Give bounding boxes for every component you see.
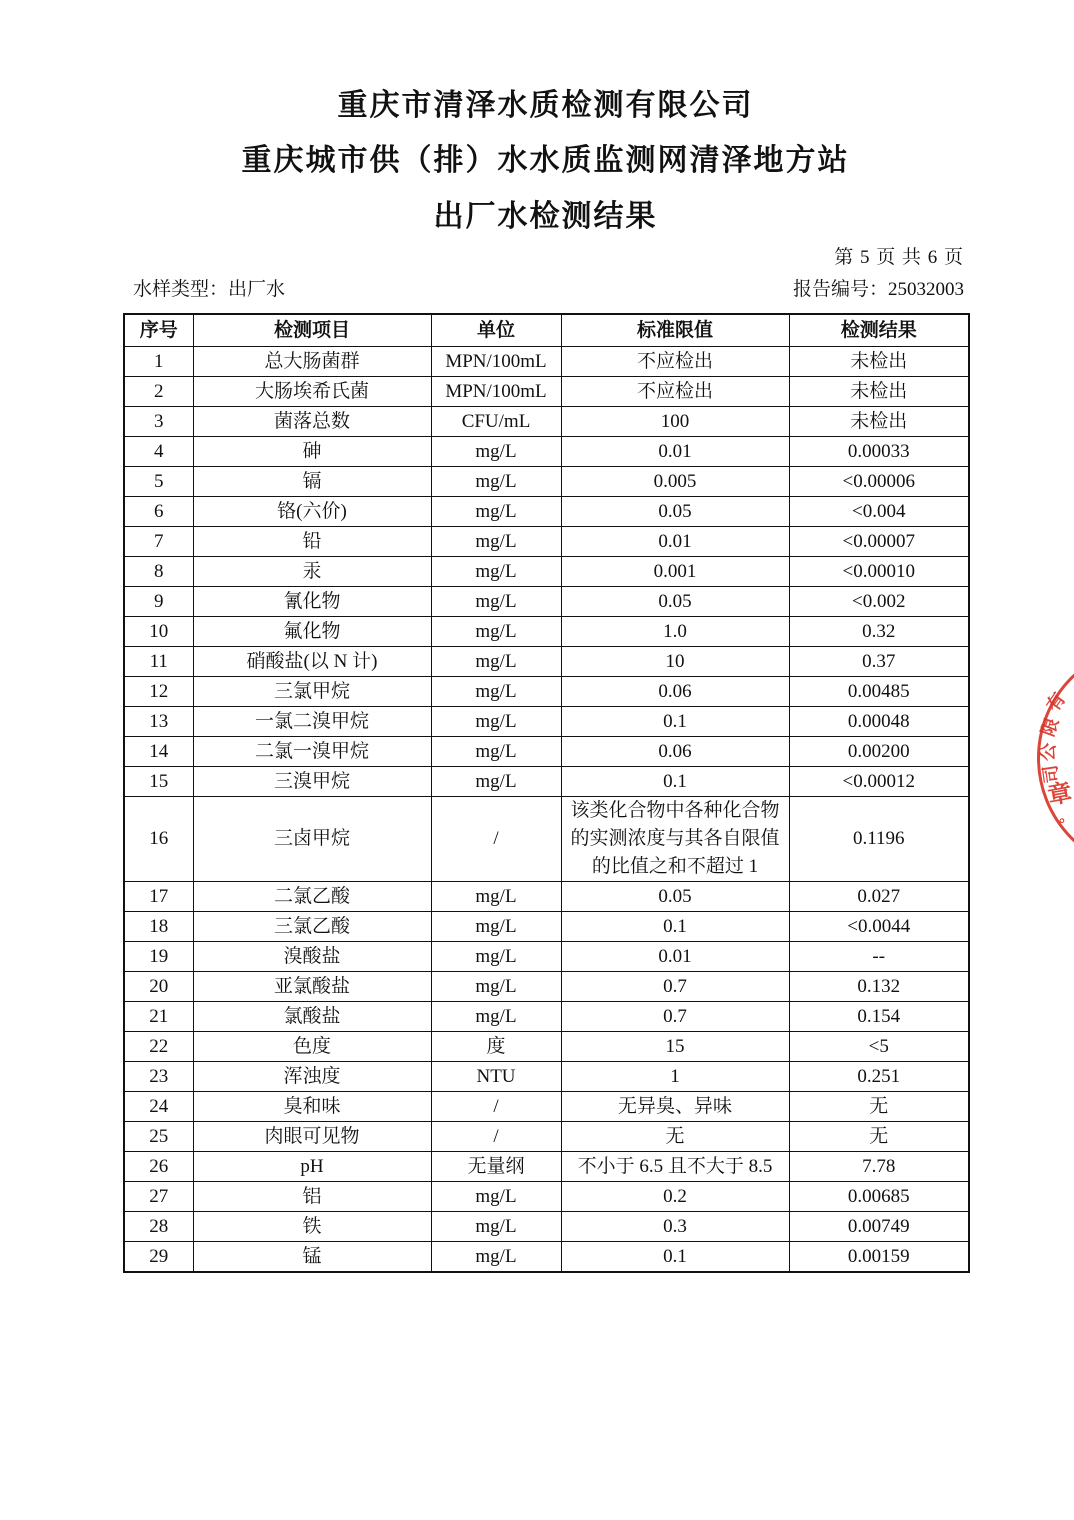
col-header-index: 序号: [124, 314, 193, 347]
limit-cell: 0.01: [561, 437, 789, 467]
limit-cell: 该类化合物中各种化合物的实测浓度与其各自限值的比值之和不超过 1: [561, 797, 789, 882]
limit-cell: 0.2: [561, 1182, 789, 1212]
table-row: [124, 617, 969, 647]
col-header-unit: 单位: [431, 314, 561, 347]
row-index-cell: 4: [124, 437, 193, 467]
unit-cell: mg/L: [431, 882, 561, 912]
row-index-cell: 13: [124, 707, 193, 737]
result-cell: 0.00485: [789, 677, 969, 707]
unit-cell: /: [431, 797, 561, 882]
table-row: [124, 677, 969, 707]
result-cell: 无: [789, 1092, 969, 1122]
col-header-limit: 标准限值: [561, 314, 789, 347]
result-cell: <0.00010: [789, 557, 969, 587]
table-header-row: [124, 314, 969, 347]
unit-cell: MPN/100mL: [431, 377, 561, 407]
unit-cell: mg/L: [431, 557, 561, 587]
item-cell: 三氯乙酸: [193, 912, 431, 942]
table-row: [124, 1092, 969, 1122]
item-cell: 铅: [193, 527, 431, 557]
page-indicator: 第 5 页 共 6 页: [834, 247, 964, 268]
result-cell: 0.00749: [789, 1212, 969, 1242]
result-cell: 未检出: [789, 377, 969, 407]
limit-cell: 0.1: [561, 707, 789, 737]
limit-cell: 不应检出: [561, 347, 789, 377]
limit-cell: 0.7: [561, 1002, 789, 1032]
row-index-cell: 11: [124, 647, 193, 677]
item-cell: 氯酸盐: [193, 1002, 431, 1032]
result-cell: 0.251: [789, 1062, 969, 1092]
unit-cell: 度: [431, 1032, 561, 1062]
table-row: [124, 1182, 969, 1212]
result-cell: 0.1196: [789, 797, 969, 882]
row-index-cell: 23: [124, 1062, 193, 1092]
table-row: [124, 972, 969, 1002]
result-cell: 7.78: [789, 1152, 969, 1182]
row-index-cell: 6: [124, 497, 193, 527]
row-index-cell: 21: [124, 1002, 193, 1032]
row-index-cell: 16: [124, 797, 193, 882]
seal-circle-icon: [1037, 643, 1074, 873]
table-row: [124, 557, 969, 587]
row-index-cell: 12: [124, 677, 193, 707]
company-title: 重庆市清泽水质检测有限公司: [337, 89, 754, 122]
meta-line: [123, 277, 968, 303]
limit-cell: 0.06: [561, 737, 789, 767]
item-cell: 镉: [193, 467, 431, 497]
result-cell: --: [789, 942, 969, 972]
unit-cell: mg/L: [431, 497, 561, 527]
row-index-cell: 9: [124, 587, 193, 617]
row-index-cell: 20: [124, 972, 193, 1002]
result-cell: 0.37: [789, 647, 969, 677]
table-row: [124, 767, 969, 797]
table-row: [124, 707, 969, 737]
table-row: [124, 527, 969, 557]
table-row: [124, 377, 969, 407]
result-cell: <0.00007: [789, 527, 969, 557]
row-index-cell: 27: [124, 1182, 193, 1212]
seal-char: 限: [1037, 715, 1063, 739]
table-row: [124, 467, 969, 497]
unit-cell: mg/L: [431, 912, 561, 942]
unit-cell: mg/L: [431, 467, 561, 497]
row-index-cell: 15: [124, 767, 193, 797]
row-index-cell: 26: [124, 1152, 193, 1182]
result-cell: 0.00033: [789, 437, 969, 467]
result-cell: 0.132: [789, 972, 969, 1002]
row-index-cell: 8: [124, 557, 193, 587]
item-cell: 一氯二溴甲烷: [193, 707, 431, 737]
item-cell: pH: [193, 1152, 431, 1182]
item-cell: 三溴甲烷: [193, 767, 431, 797]
limit-cell: 0.01: [561, 527, 789, 557]
limit-cell: 0.06: [561, 677, 789, 707]
unit-cell: mg/L: [431, 587, 561, 617]
limit-cell: 0.7: [561, 972, 789, 1002]
unit-cell: mg/L: [431, 617, 561, 647]
item-cell: 三卤甲烷: [193, 797, 431, 882]
limit-cell: 0.001: [561, 557, 789, 587]
results-table: [123, 313, 970, 1273]
unit-cell: mg/L: [431, 1212, 561, 1242]
result-cell: 未检出: [789, 407, 969, 437]
limit-cell: 无异臭、异味: [561, 1092, 789, 1122]
limit-cell: 0.05: [561, 587, 789, 617]
row-index-cell: 1: [124, 347, 193, 377]
unit-cell: mg/L: [431, 737, 561, 767]
result-cell: 未检出: [789, 347, 969, 377]
unit-cell: mg/L: [431, 647, 561, 677]
unit-cell: NTU: [431, 1062, 561, 1092]
row-index-cell: 28: [124, 1212, 193, 1242]
row-index-cell: 10: [124, 617, 193, 647]
limit-cell: 0.01: [561, 942, 789, 972]
unit-cell: mg/L: [431, 437, 561, 467]
row-index-cell: 3: [124, 407, 193, 437]
seal-char: 章: [1045, 780, 1074, 810]
item-cell: 汞: [193, 557, 431, 587]
unit-cell: mg/L: [431, 677, 561, 707]
result-cell: 0.32: [789, 617, 969, 647]
unit-cell: mg/L: [431, 972, 561, 1002]
unit-cell: MPN/100mL: [431, 347, 561, 377]
item-cell: 溴酸盐: [193, 942, 431, 972]
unit-cell: /: [431, 1092, 561, 1122]
item-cell: 锰: [193, 1242, 431, 1273]
table-row: [124, 912, 969, 942]
table-row: [124, 1032, 969, 1062]
table-row: [124, 647, 969, 677]
row-index-cell: 22: [124, 1032, 193, 1062]
item-cell: 氰化物: [193, 587, 431, 617]
item-cell: 二氯乙酸: [193, 882, 431, 912]
seal-char: 公: [1037, 742, 1059, 762]
limit-cell: 1.0: [561, 617, 789, 647]
result-cell: <0.002: [789, 587, 969, 617]
unit-cell: mg/L: [431, 707, 561, 737]
limit-cell: 无: [561, 1122, 789, 1152]
result-cell: <0.00012: [789, 767, 969, 797]
unit-cell: CFU/mL: [431, 407, 561, 437]
result-cell: 0.00685: [789, 1182, 969, 1212]
result-cell: 0.00159: [789, 1242, 969, 1273]
table-row: [124, 1122, 969, 1152]
item-cell: 亚氯酸盐: [193, 972, 431, 1002]
result-cell: 0.00200: [789, 737, 969, 767]
table-row: [124, 437, 969, 467]
table-row: [124, 347, 969, 377]
table-row: [124, 1212, 969, 1242]
item-cell: 大肠埃希氏菌: [193, 377, 431, 407]
row-index-cell: 14: [124, 737, 193, 767]
table-row: [124, 497, 969, 527]
item-cell: 氟化物: [193, 617, 431, 647]
unit-cell: mg/L: [431, 1182, 561, 1212]
station-title: 重庆城市供（排）水水质监测网清泽地方站: [241, 144, 850, 177]
seal-char: 有: [1042, 688, 1070, 716]
row-index-cell: 5: [124, 467, 193, 497]
limit-cell: 0.3: [561, 1212, 789, 1242]
item-cell: 三氯甲烷: [193, 677, 431, 707]
col-header-result: 检测结果: [789, 314, 969, 347]
row-index-cell: 19: [124, 942, 193, 972]
row-index-cell: 17: [124, 882, 193, 912]
row-index-cell: 7: [124, 527, 193, 557]
unit-cell: mg/L: [431, 1242, 561, 1273]
limit-cell: 0.005: [561, 467, 789, 497]
limit-cell: 不应检出: [561, 377, 789, 407]
item-cell: 总大肠菌群: [193, 347, 431, 377]
item-cell: 铝: [193, 1182, 431, 1212]
unit-cell: /: [431, 1122, 561, 1152]
result-cell: <0.004: [789, 497, 969, 527]
table-row: [124, 1242, 969, 1273]
table-row: [124, 1062, 969, 1092]
item-cell: 砷: [193, 437, 431, 467]
table-row: [124, 737, 969, 767]
item-cell: 硝酸盐(以 N 计): [193, 647, 431, 677]
limit-cell: 10: [561, 647, 789, 677]
limit-cell: 不小于 6.5 且不大于 8.5: [561, 1152, 789, 1182]
limit-cell: 100: [561, 407, 789, 437]
table-row: [124, 1152, 969, 1182]
result-cell: 0.154: [789, 1002, 969, 1032]
result-cell: <5: [789, 1032, 969, 1062]
item-cell: 铬(六价): [193, 497, 431, 527]
seal-char: 司: [1039, 763, 1063, 785]
limit-cell: 0.05: [561, 497, 789, 527]
result-cell: 0.027: [789, 882, 969, 912]
result-cell: 0.00048: [789, 707, 969, 737]
col-header-item: 检测项目: [193, 314, 431, 347]
result-cell: <0.00006: [789, 467, 969, 497]
item-cell: 二氯一溴甲烷: [193, 737, 431, 767]
limit-cell: 1: [561, 1062, 789, 1092]
table-row: [124, 587, 969, 617]
report-title: 出厂水检测结果: [433, 200, 658, 233]
table-row: [124, 797, 969, 882]
table-row: [124, 942, 969, 972]
unit-cell: mg/L: [431, 767, 561, 797]
row-index-cell: 18: [124, 912, 193, 942]
table-row: [124, 882, 969, 912]
sample-type-label: 水样类型：出厂水: [133, 279, 286, 300]
limit-cell: 0.1: [561, 1242, 789, 1273]
item-cell: 菌落总数: [193, 407, 431, 437]
unit-cell: mg/L: [431, 1002, 561, 1032]
item-cell: 铁: [193, 1212, 431, 1242]
result-cell: 无: [789, 1122, 969, 1152]
item-cell: 浑浊度: [193, 1062, 431, 1092]
item-cell: 色度: [193, 1032, 431, 1062]
row-index-cell: 29: [124, 1242, 193, 1273]
result-cell: <0.0044: [789, 912, 969, 942]
item-cell: 肉眼可见物: [193, 1122, 431, 1152]
unit-cell: 无量纲: [431, 1152, 561, 1182]
limit-cell: 0.05: [561, 882, 789, 912]
item-cell: 臭和味: [193, 1092, 431, 1122]
seal-char: 。: [1048, 807, 1068, 826]
limit-cell: 0.1: [561, 767, 789, 797]
row-index-cell: 2: [124, 377, 193, 407]
table-row: [124, 407, 969, 437]
report-number-label: 报告编号：25032003: [792, 279, 964, 300]
table-row: [124, 1002, 969, 1032]
limit-cell: 0.1: [561, 912, 789, 942]
row-index-cell: 25: [124, 1122, 193, 1152]
limit-cell: 15: [561, 1032, 789, 1062]
row-index-cell: 24: [124, 1092, 193, 1122]
unit-cell: mg/L: [431, 942, 561, 972]
unit-cell: mg/L: [431, 527, 561, 557]
